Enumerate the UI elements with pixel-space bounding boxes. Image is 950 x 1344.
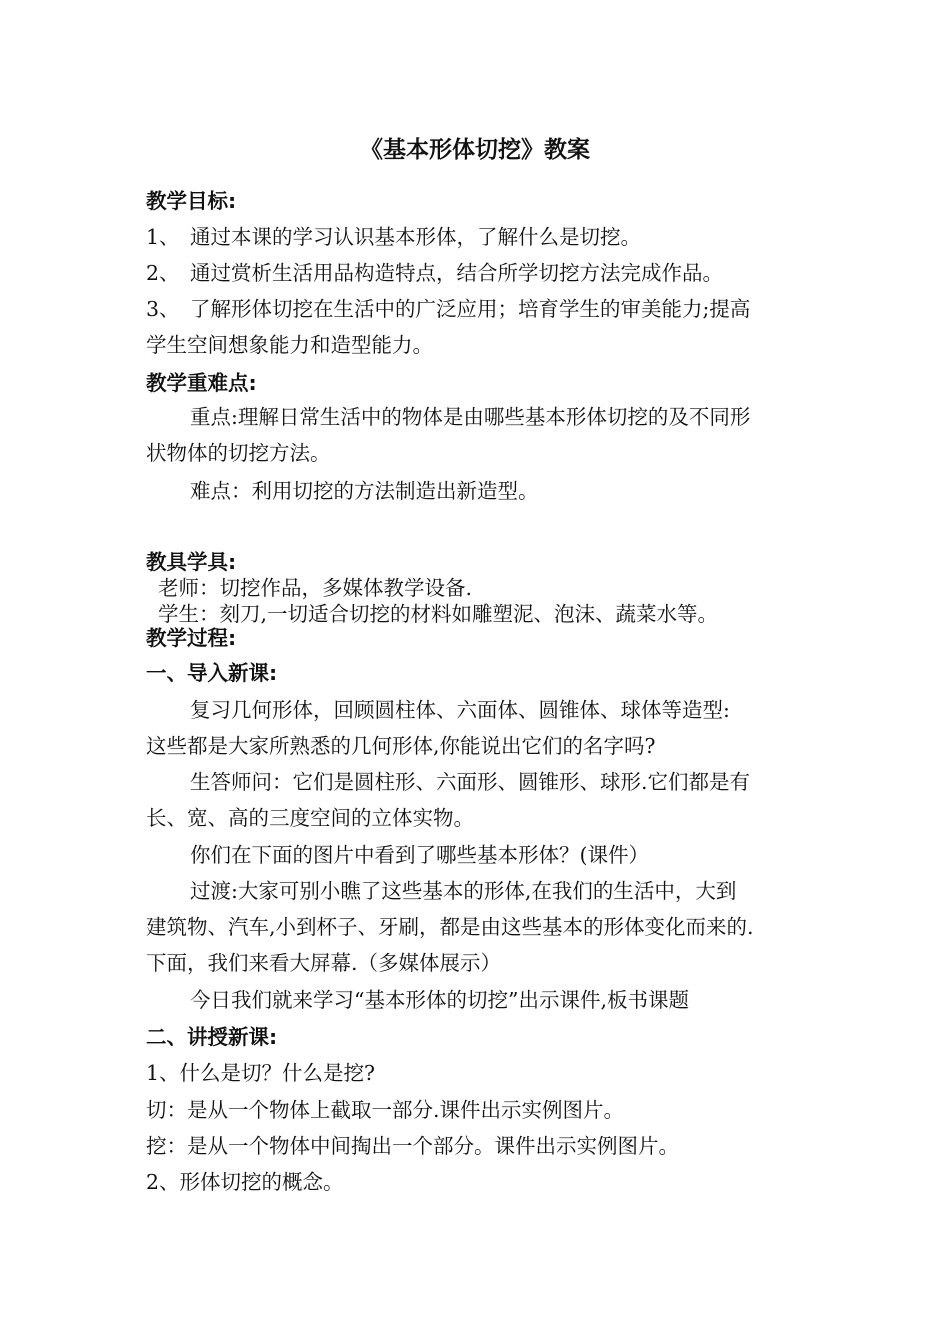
paragraph-line: 2、形体切挖的概念。	[146, 1170, 344, 1194]
paragraph-line: 切：是从一个物体上截取一部分.课件出示实例图片。	[146, 1098, 625, 1122]
goal-item	[146, 296, 750, 322]
paragraph-line: 生答师问：它们是圆柱形、六面形、圆锥形、球形.它们都是有	[190, 770, 751, 794]
goal-text: 通过本课的学习认识基本形体，了解什么是切挖。	[190, 225, 641, 249]
goal-text: 了解形体切挖在生活中的广泛应用；培育学生的审美能力;提高	[190, 297, 751, 321]
paragraph-line: 1、什么是切？什么是挖?	[146, 1061, 376, 1085]
key-point-line: 重点:理解日常生活中的物体是由哪些基本形体切挖的及不同形	[190, 405, 751, 429]
paragraph-line: 这些都是大家所熟悉的几何形体,你能说出它们的名字吗?	[146, 734, 656, 758]
goal-item	[146, 260, 723, 286]
goal-text: 通过赏析生活用品构造特点，结合所学切挖方法完成作品。	[190, 261, 723, 285]
paragraph-line: 挖：是从一个物体中间掏出一个部分。课件出示实例图片。	[146, 1134, 679, 1158]
goal-number: 3、	[146, 297, 180, 321]
goal-number: 2、	[146, 261, 180, 285]
key-points-heading: 教学重难点:	[146, 371, 257, 395]
goals-heading: 教学目标:	[146, 189, 237, 213]
teacher-tools-line: 老师：切挖作品，多媒体教学设备.	[158, 576, 473, 600]
section-heading: 一、导入新课:	[146, 661, 278, 685]
tools-heading: 教具学具:	[146, 550, 237, 574]
difficult-point-line: 难点：利用切挖的方法制造出新造型。	[190, 479, 539, 503]
paragraph-line: 你们在下面的图片中看到了哪些基本形体？(课件）	[190, 843, 649, 867]
goal-item	[146, 224, 641, 250]
paragraph-line: 建筑物、汽车,小到杯子、牙刷，都是由这些基本的形体变化而来的.	[146, 915, 754, 939]
paragraph-line: 长、宽、高的三度空间的立体实物。	[146, 806, 474, 830]
section-heading: 二、讲授新课:	[146, 1025, 278, 1049]
paragraph-line: 过渡:大家可别小瞧了这些基本的形体,在我们的生活中，大到	[190, 879, 737, 903]
goal-number: 1、	[146, 225, 180, 249]
document-title: 《基本形体切挖》教案	[360, 137, 590, 163]
paragraph-line: 今日我们就来学习“基本形体的切挖”出示课件,板书课题	[190, 988, 689, 1012]
goal-item-continuation: 学生空间想象能力和造型能力。	[146, 333, 433, 357]
process-heading: 教学过程:	[146, 626, 237, 650]
paragraph-line: 复习几何形体，回顾圆柱体、六面体、圆锥体、球体等造型:	[190, 698, 730, 722]
paragraph-line: 下面，我们来看大屏幕.（多媒体展示）	[146, 951, 502, 975]
student-tools-line: 学生：刻刀,一切适合切挖的材料如雕塑泥、泡沫、蔬菜水等。	[158, 602, 719, 626]
key-point-line: 状物体的切挖方法。	[146, 441, 331, 465]
